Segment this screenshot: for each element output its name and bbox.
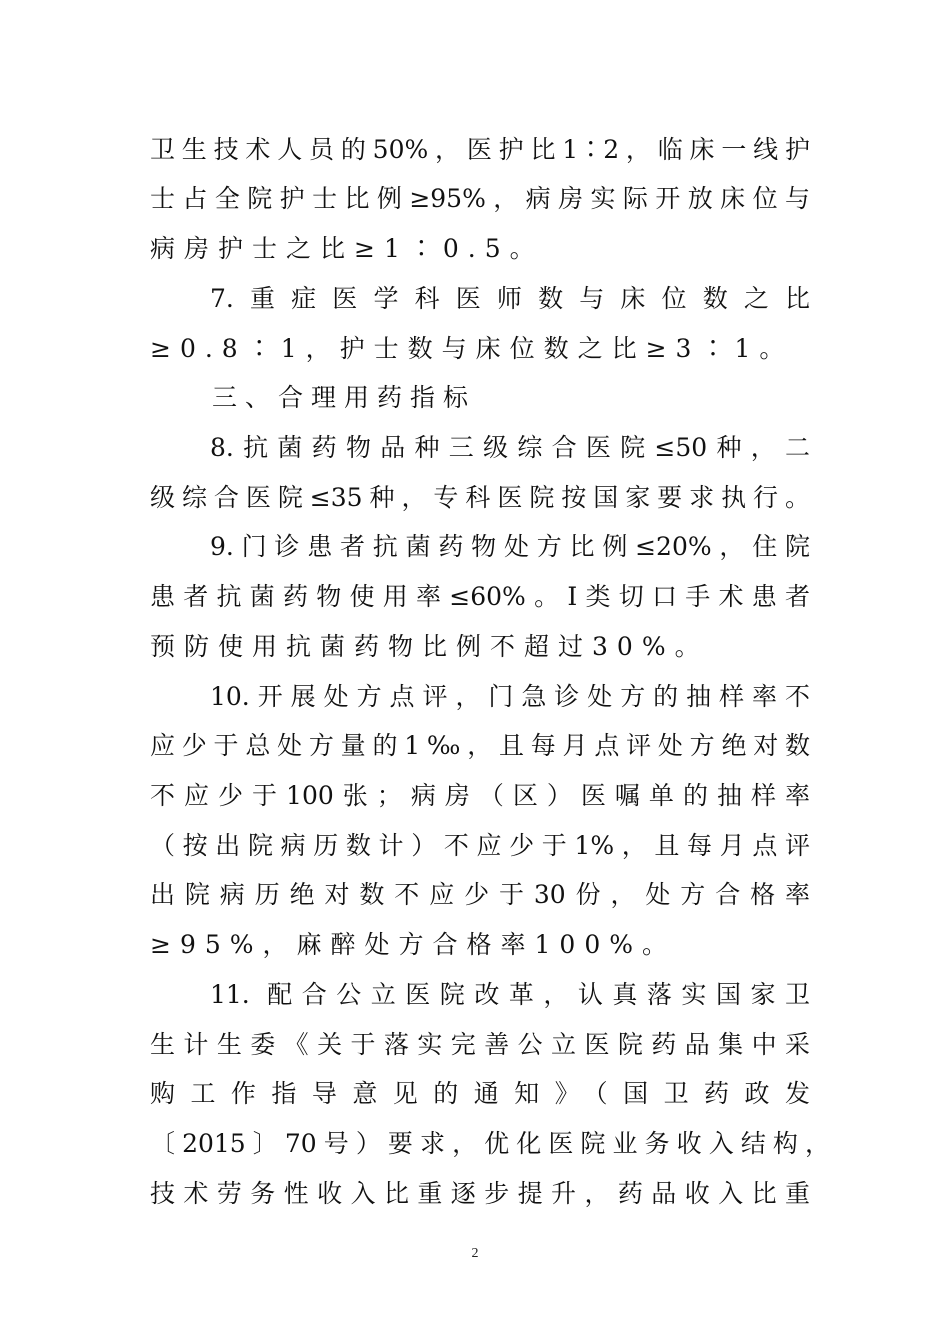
text-line: ≥0.8∶1，护士数与床位数之比≥3∶1。 [150, 334, 794, 363]
text-line: 患者抗菌药物使用率≤60%。I类切口手术患者 [150, 582, 810, 611]
text-line: 7.重症医学科医师数与床位数之比 [210, 284, 810, 313]
text-line: 技术劳务性收入比重逐步提升，药品收入比重 [150, 1179, 810, 1208]
text-line: 应少于总处方量的1‰，且每月点评处方绝对数 [150, 731, 810, 760]
text-line: 10.开展处方点评，门急诊处方的抽样率不 [210, 682, 810, 711]
text-line: 9.门诊患者抗菌药物处方比例≤20%，住院 [210, 532, 810, 561]
text-line: 出院病历绝对数不应少于30份，处方合格率 [150, 880, 810, 909]
text-line: 〔2015〕70号）要求，优化医院业务收入结构， [150, 1129, 830, 1158]
text-line: 生计生委《关于落实完善公立医院药品集中采 [150, 1030, 810, 1059]
text-line: 8.抗菌药物品种三级综合医院≤50种，二 [210, 433, 810, 462]
text-line: 11. 配合公立医院改革，认真落实国家卫 [210, 980, 810, 1009]
text-line: 士占全院护士比例≥95%，病房实际开放床位与 [150, 184, 810, 213]
text-line: （按出院病历数计）不应少于1%，且每月点评 [150, 831, 810, 860]
text-line: 卫生技术人员的50%，医护比1∶2，临床一线护 [150, 135, 810, 164]
text-line: 预防使用抗菌药物比例不超过30%。 [150, 632, 709, 661]
page-number: 2 [471, 1246, 479, 1261]
text-line: 病房护士之比≥1∶0.5。 [150, 234, 544, 263]
text-line: 购工作指导意见的通知》（国卫药政发 [150, 1079, 810, 1108]
text-line: 级综合医院≤35种，专科医院按国家要求执行。 [150, 483, 810, 512]
section-heading: 三、合理用药指标 [212, 383, 477, 412]
text-line: 不应少于100张；病房（区）医嘱单的抽样率 [150, 781, 810, 810]
text-line: ≥95%，麻醉处方合格率100%。 [150, 930, 676, 959]
